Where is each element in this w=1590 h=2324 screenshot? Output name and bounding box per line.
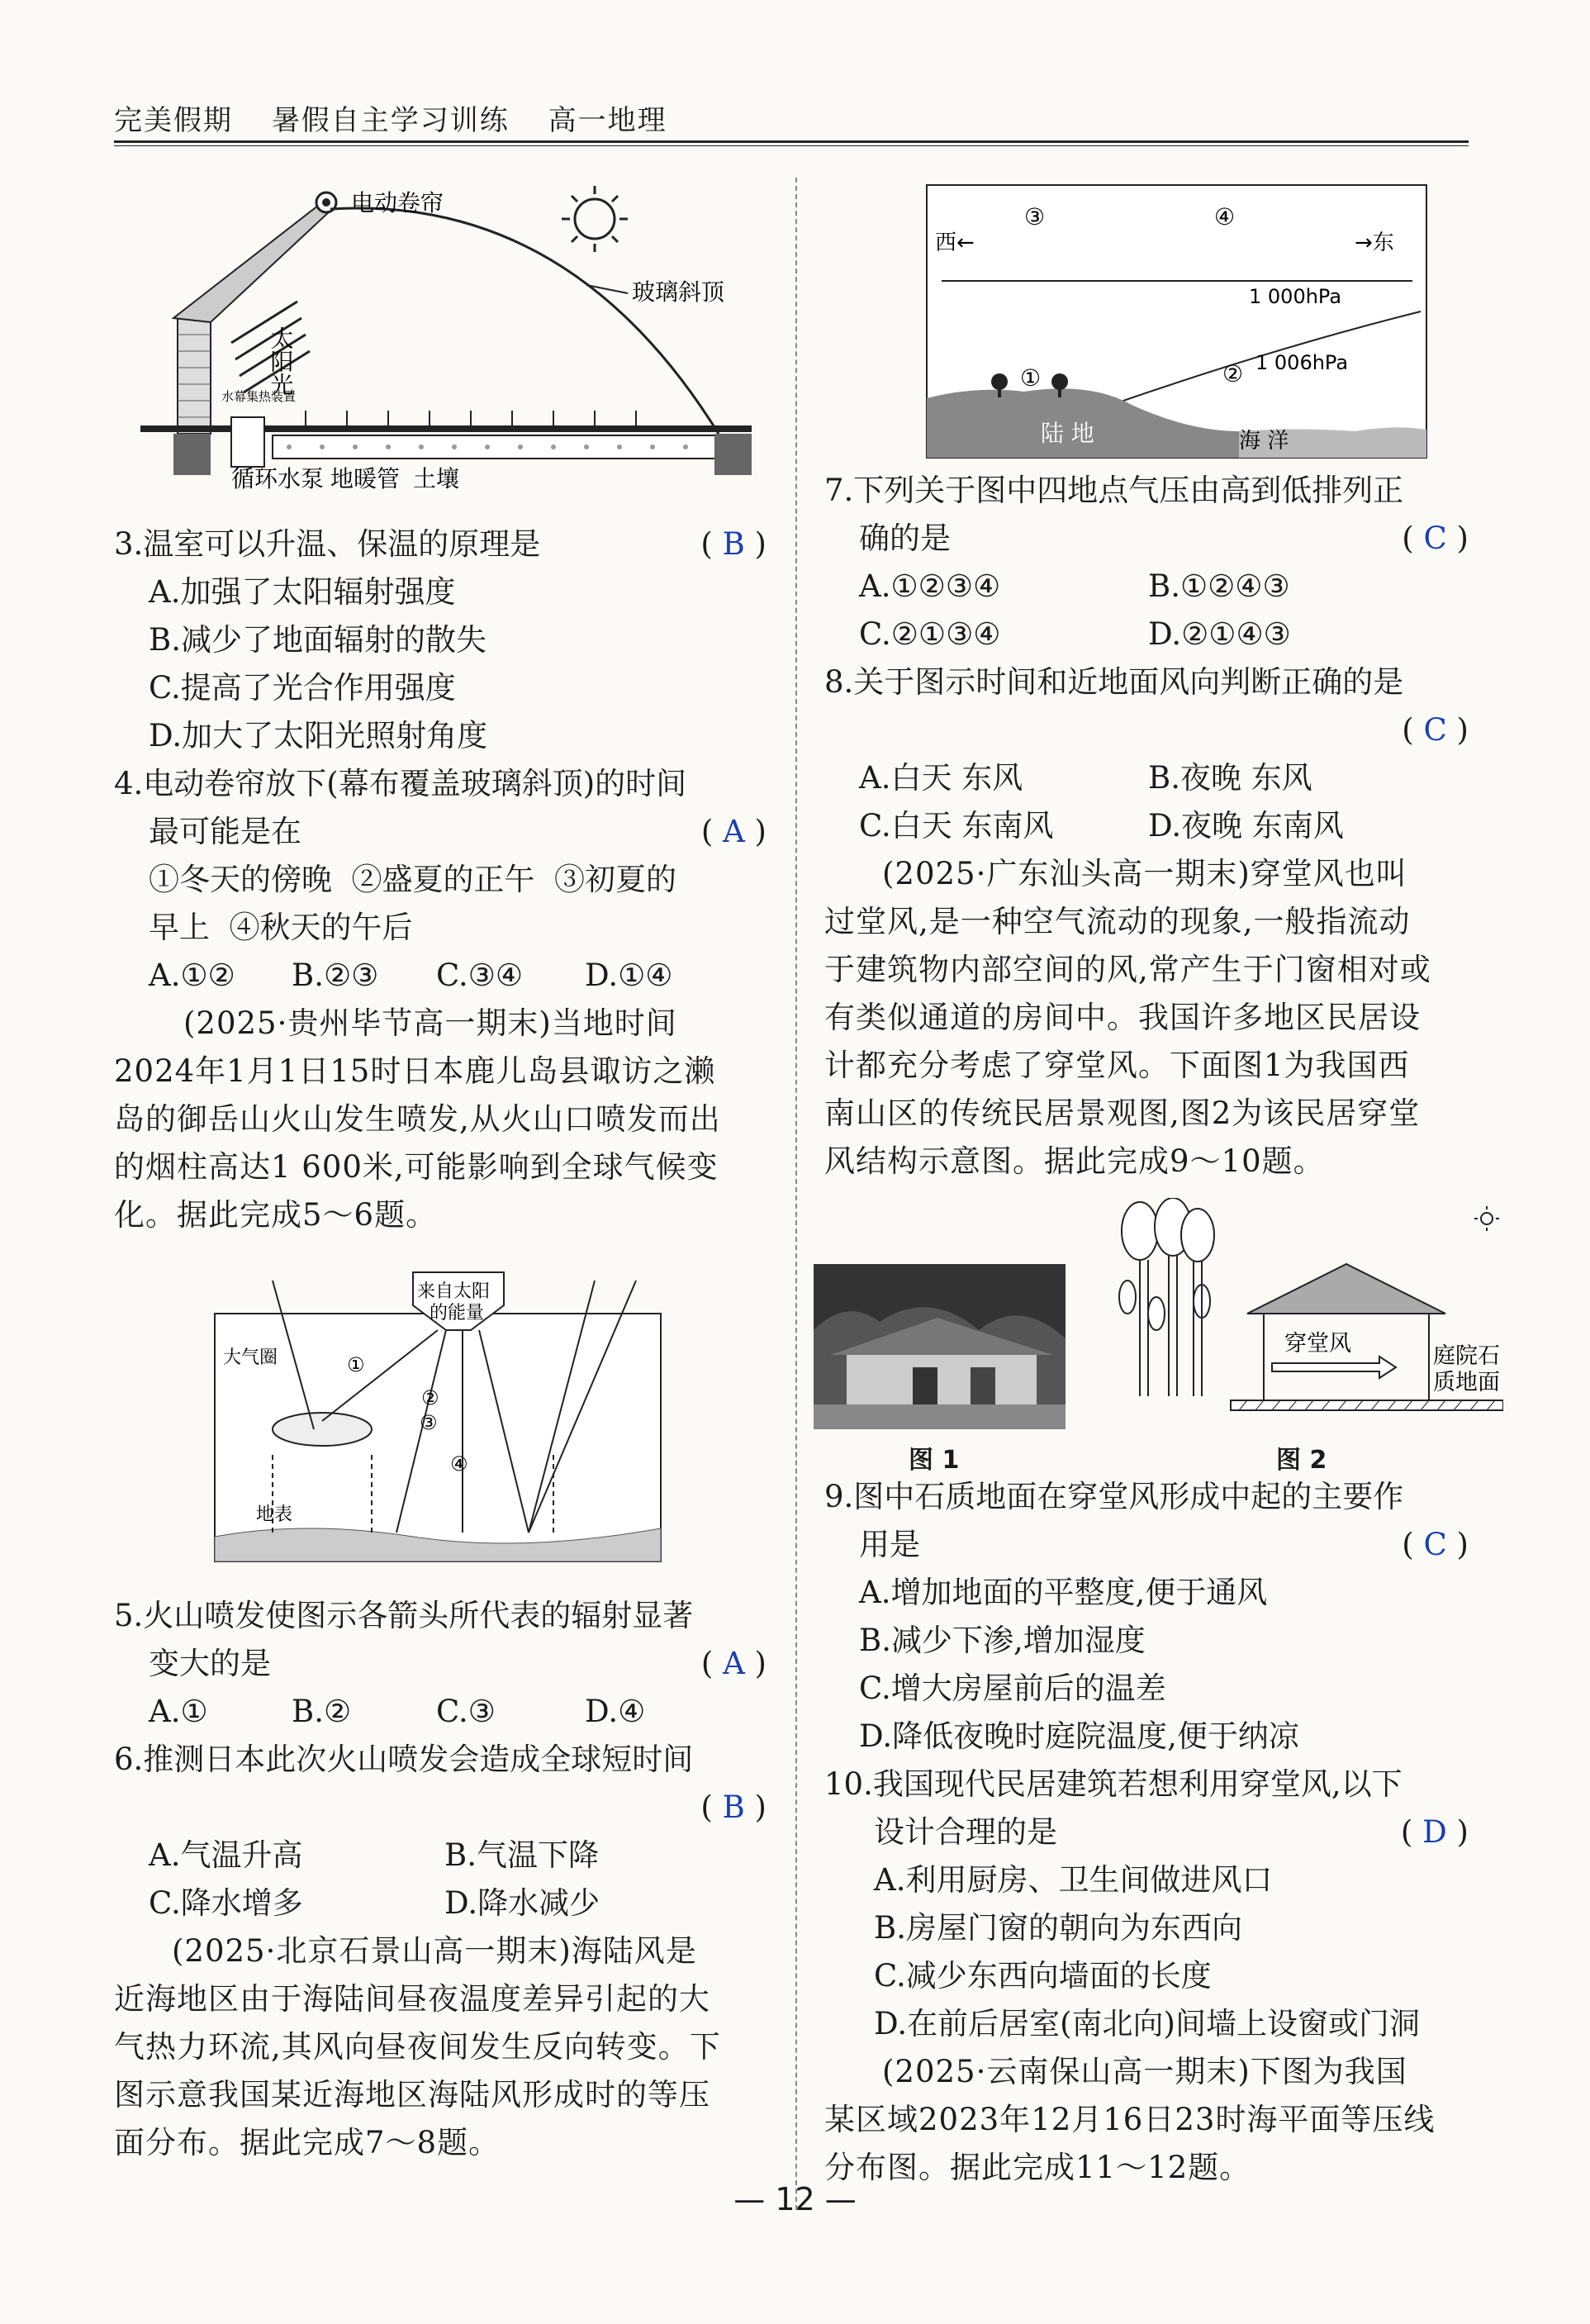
- label-pump: 循环水泵: [231, 465, 325, 492]
- q8-option-d: D.夜晚 东南风: [1148, 808, 1344, 844]
- isobar-1000: 1 000hPa: [1249, 285, 1342, 308]
- q10-answer: D: [1422, 1814, 1447, 1850]
- intro-5-6-line2: 2024年1月1日15时日本鹿儿岛县诹访之濑: [114, 1053, 716, 1089]
- intro-9-10-line5: 计都充分考虑了穿堂风。下面图1为我国西: [824, 1048, 1410, 1083]
- question-5: [114, 1640, 767, 1688]
- q8-answer-box: ( C ): [1402, 712, 1469, 748]
- intro-7-8-line2: 近海地区由于海陆间昼夜温度差异引起的大: [114, 1981, 710, 2017]
- question-10: [824, 1808, 1469, 1856]
- intro-5-6-line4: 的烟柱高达1 600米,可能影响到全球气候变: [114, 1149, 719, 1185]
- q7-stem-line2: 确的是: [859, 520, 951, 556]
- label-cross-wind: 穿堂风: [1284, 1331, 1351, 1357]
- q3-option-c: C.提高了光合作用强度: [149, 670, 456, 706]
- q8-answer: C: [1423, 712, 1447, 748]
- q9-option-d: D.降低夜晚时庭院温度,便于纳凉: [859, 1718, 1299, 1754]
- q10-option-d: D.在前后居室(南北向)间墙上设窗或门洞: [874, 2006, 1420, 2041]
- q10-option-a: A.利用厨房、卫生间做进风口: [874, 1862, 1273, 1898]
- house-photo: [814, 1264, 1066, 1429]
- q7-option-c: C.②①③④: [859, 616, 1001, 652]
- q4-option-d: D.①④: [585, 958, 673, 993]
- label-glass-roof: 玻璃斜顶: [632, 278, 725, 306]
- q4-choices-line2: 早上 ④秋天的午后: [149, 910, 413, 945]
- question-6: [114, 1784, 767, 1832]
- question-7: [824, 515, 1469, 563]
- q5-option-d: D.④: [585, 1694, 646, 1729]
- label-sunlight: 太阳光: [267, 326, 295, 396]
- q8-options-row2: [824, 802, 1469, 850]
- q10-stem-line2: 设计合理的是: [874, 1814, 1057, 1850]
- q9-option-c: C.增大房屋前后的温差: [859, 1671, 1166, 1706]
- left-column-top: [114, 520, 767, 1239]
- q6-option-d: D.降水减少: [444, 1885, 600, 1921]
- q7-option-b: B.①②④③: [1148, 568, 1290, 604]
- q7-options-row2: [824, 611, 1469, 658]
- q9-stem-line1: 9.图中石质地面在穿堂风形成中起的主要作: [824, 1479, 1404, 1514]
- question-4: [114, 808, 767, 856]
- book-subtitle: 暑假自主学习训练: [271, 104, 510, 137]
- point-1: ①: [1020, 364, 1042, 392]
- greenhouse-diagram: [140, 178, 752, 492]
- label-water-curtain: 水幕集热装置: [221, 389, 297, 404]
- q3-answer-box: ( B ): [700, 526, 767, 562]
- label-courtyard-2: 质地面: [1433, 1370, 1500, 1395]
- label-sea: 海 洋: [1239, 429, 1289, 454]
- label-soil: 土壤: [413, 465, 460, 492]
- arrow-2-label: ②: [421, 1386, 439, 1409]
- header-rule-thin: [114, 145, 1469, 146]
- intro-9-10-line7: 风结构示意图。据此完成9～10题。: [824, 1143, 1325, 1179]
- q4-answer: A: [723, 814, 745, 849]
- q5-stem-line2: 变大的是: [149, 1646, 271, 1681]
- q8-option-c: C.白天 东南风: [859, 808, 1054, 844]
- intro-5-6-line3: 岛的御岳山火山发生喷发,从火山口喷发而出: [114, 1101, 721, 1137]
- question-3: [114, 520, 767, 568]
- intro-7-8-line3: 气热力环流,其风向昼夜间发生反向转变。下: [114, 2029, 721, 2065]
- q4-stem-line2: 最可能是在: [149, 814, 301, 849]
- q3-option-b: B.减少了地面辐射的散失: [149, 622, 486, 658]
- isobar-diagram: [925, 183, 1429, 460]
- q9-answer-box: ( C ): [1402, 1527, 1469, 1562]
- page-header: [114, 97, 695, 138]
- q6-option-a: A.气温升高: [149, 1837, 303, 1873]
- intro-9-10-line4: 有类似通道的房间中。我国许多地区民居设: [824, 1000, 1421, 1035]
- q10-stem-line1: 10.我国现代民居建筑若想利用穿堂风,以下: [824, 1766, 1403, 1802]
- intro-9-10-line6: 南山区的传统民居景观图,图2为该民居穿堂: [824, 1095, 1421, 1131]
- intro-9-10-line2: 过堂风,是一种空气流动的现象,一般指流动: [824, 904, 1411, 939]
- q4-answer-box: ( A ): [700, 814, 767, 849]
- intro-7-8-line4: 图示意我国某近海地区海陆风形成时的等压: [114, 2077, 710, 2113]
- header-rule: [114, 140, 1469, 143]
- q5-stem-line1: 5.火山喷发使图示各箭头所代表的辐射显著: [114, 1598, 694, 1633]
- q3-option-d: D.加大了太阳光照射角度: [149, 718, 488, 753]
- q5-option-c: C.③: [436, 1694, 496, 1729]
- label-floor-heating: 地暖管: [330, 465, 401, 492]
- q5-answer: A: [723, 1646, 745, 1681]
- isobar-1006: 1 006hPa: [1255, 351, 1349, 374]
- intro-9-10-line1: (2025·广东汕头高一期末)穿堂风也叫: [882, 856, 1407, 891]
- q4-option-c: C.③④: [436, 958, 524, 993]
- q6-options-row2: [114, 1880, 767, 1927]
- q6-option-c: C.降水增多: [149, 1885, 303, 1921]
- arrow-3-label: ③: [420, 1411, 438, 1434]
- q3-answer: B: [722, 526, 745, 562]
- intro-5-6-line1: (2025·贵州毕节高一期末)当地时间: [183, 1005, 677, 1041]
- intro-11-12-line1: (2025·云南保山高一期末)下图为我国: [882, 2054, 1407, 2089]
- q3-option-a: A.加强了太阳辐射强度: [149, 574, 456, 610]
- book-title: 完美假期: [114, 104, 233, 137]
- q8-options-row1: [824, 754, 1469, 802]
- arrow-4-label: ④: [450, 1452, 468, 1476]
- q7-answer-box: ( C ): [1402, 520, 1469, 556]
- q9-option-a: A.增加地面的平整度,便于通风: [859, 1575, 1268, 1610]
- q5-answer-box: ( A ): [700, 1646, 767, 1681]
- cross-ventilation-diagram: [1099, 1198, 1503, 1438]
- intro-7-8-line5: 面分布。据此完成7～8题。: [114, 2125, 501, 2160]
- figure-1-caption: 图 1: [909, 1446, 960, 1475]
- q5-option-b: B.②: [292, 1694, 352, 1729]
- label-atmosphere: 大气圈: [223, 1347, 278, 1368]
- point-4: ④: [1214, 203, 1236, 230]
- label-solar-energy-2: 的能量: [430, 1303, 485, 1324]
- q4-choices-line1: ①冬天的傍晚 ②盛夏的正午 ③初夏的: [149, 862, 677, 897]
- sun-icon: [562, 186, 628, 252]
- question-8: [824, 706, 1469, 754]
- q6-stem: 6.推测日本此次火山喷发会造成全球短时间: [114, 1742, 694, 1777]
- point-2: ②: [1222, 360, 1244, 387]
- intro-7-8-line1: (2025·北京石景山高一期末)海陆风是: [172, 1933, 697, 1969]
- q10-option-c: C.减少东西向墙面的长度: [874, 1958, 1212, 1994]
- label-east: →东: [1355, 230, 1394, 255]
- q7-answer: C: [1423, 520, 1447, 556]
- label-west: 西←: [935, 230, 975, 255]
- label-ground: 地表: [256, 1504, 293, 1525]
- q6-option-b: B.气温下降: [444, 1837, 599, 1873]
- label-roll-curtain: 电动卷帘: [351, 189, 444, 216]
- q5-option-a: A.①: [149, 1694, 208, 1729]
- q6-answer-box: ( B ): [700, 1789, 767, 1825]
- arrow-1-label: ①: [347, 1353, 365, 1376]
- sun-icon: [1474, 1206, 1499, 1231]
- q4-option-b: B.②③: [292, 958, 379, 993]
- q6-options-row1: [114, 1832, 767, 1880]
- intro-9-10-line3: 于建筑物内部空间的风,常产生于门窗相对或: [824, 952, 1431, 987]
- question-9: [824, 1521, 1469, 1569]
- q9-option-b: B.减少下渗,增加湿度: [859, 1623, 1146, 1658]
- q10-option-b: B.房屋门窗的朝向为东西向: [874, 1910, 1242, 1946]
- intro-11-12-line2: 某区域2023年12月16日23时海平面等压线: [824, 2102, 1436, 2137]
- q4-stem-line1: 4.电动卷帘放下(幕布覆盖玻璃斜顶)的时间: [114, 766, 687, 801]
- q5-options: [114, 1688, 767, 1736]
- q7-option-a: A.①②③④: [859, 568, 1001, 604]
- q7-options-row1: [824, 563, 1469, 611]
- right-column-bottom: [824, 1473, 1469, 2192]
- q4-option-a: A.①②: [149, 958, 235, 993]
- column-divider: [795, 178, 797, 2210]
- q7-option-d: D.②①④③: [1148, 616, 1291, 652]
- q9-stem-line2: 用是: [859, 1527, 920, 1562]
- q8-option-a: A.白天 东风: [859, 760, 1023, 796]
- q9-answer: C: [1423, 1527, 1447, 1562]
- q7-stem-line1: 7.下列关于图中四地点气压由高到低排列正: [824, 473, 1404, 508]
- figure-2-caption: 图 2: [1276, 1446, 1327, 1475]
- q3-stem: 3.温室可以升温、保温的原理是: [114, 526, 541, 562]
- label-courtyard-1: 庭院石: [1433, 1343, 1500, 1369]
- intro-11-12-line3: 分布图。据此完成11～12题。: [824, 2150, 1251, 2185]
- intro-5-6-line5: 化。据此完成5～6题。: [114, 1197, 438, 1233]
- right-column-top: [824, 467, 1469, 1186]
- label-solar-energy: 来自太阳: [417, 1281, 491, 1302]
- left-column-bottom: [114, 1592, 767, 2167]
- subject-title: 高一地理: [548, 104, 667, 137]
- q6-answer: B: [722, 1789, 745, 1825]
- q4-options: [114, 952, 767, 1000]
- q8-stem: 8.关于图示时间和近地面风向判断正确的是: [824, 664, 1404, 700]
- point-3: ③: [1024, 203, 1046, 230]
- q10-answer-box: ( D ): [1400, 1814, 1469, 1850]
- label-land: 陆 地: [1041, 420, 1094, 447]
- page-number: — 12 —: [733, 2181, 857, 2217]
- atmosphere-radiation-diagram: [206, 1264, 669, 1570]
- q8-option-b: B.夜晚 东风: [1148, 760, 1312, 796]
